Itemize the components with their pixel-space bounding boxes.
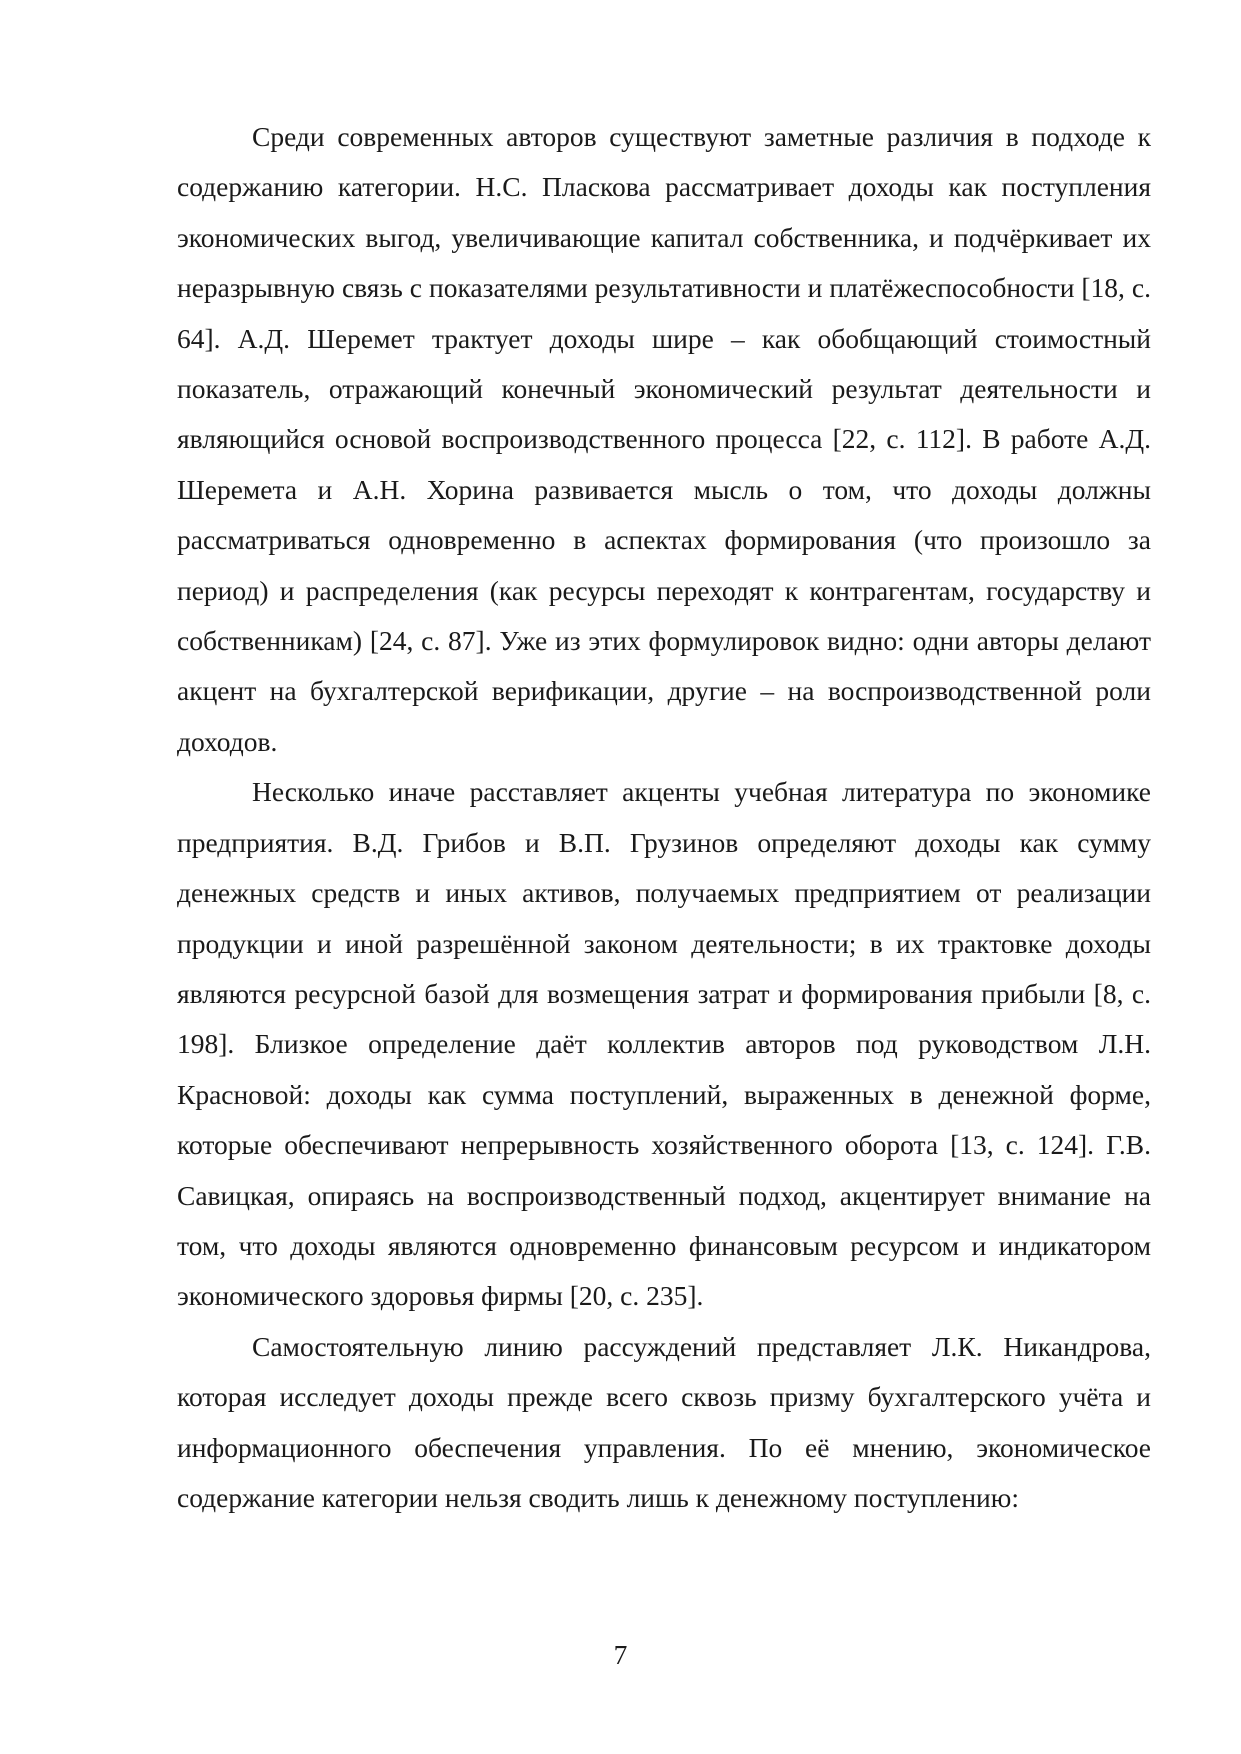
paragraph-1: Среди современных авторов существуют заметные различия в подходе к содержанию категории. Н.С. Пласкова рассматривает доходы как поступления экономических выгод, увеличивающие капитал собственника, и подчёркивает их неразрывную связь с показателями результативности и платёжеспособности [18, с. 64]. А.Д. Шеремет трактует доходы шире – как обобщающий стоимостный показатель, отражающий конечный экономический результат деятельности и являющийся основой воспроизводственного процесса [22, с. 112]. В работе А.Д. Шеремета и А.Н. Хорина развивается мысль о том, что доходы должны рассматриваться одновременно в аспектах формирования (что произошло за период) и распределения (как ресурсы переходят к контрагентам, государству и собственникам) [24, с. 87]. Уже из этих формулировок видно: одни авторы делают акцент на бухгалтерской верификации, другие – на воспроизводственной роли доходов. <box>177 121 1151 757</box>
paragraph-3: Самостоятельную линию рассуждений представляет Л.К. Никандрова, которая исследует доходы прежде всего сквозь призму бухгалтерского учёта и информационного обеспечения управления. По её мнению, экономическое содержание категории нельзя сводить лишь к денежному поступлению: <box>177 1330 1151 1513</box>
body-text <box>177 112 1151 1523</box>
page-number: 7 <box>613 1639 628 1670</box>
paragraph-2: Несколько иначе расставляет акценты учебная литература по экономике предприятия. В.Д. Грибов и В.П. Грузинов определяют доходы как сумму денежных средств и иных активов, получаемых предприятием от реализации продукции и иной разрешённой законом деятельности; в их трактовке доходы являются ресурсной базой для возмещения затрат и формирования прибыли [8, с. 198]. Близкое определение даёт коллектив авторов под руководством Л.Н. Красновой: доходы как сумма поступлений, выраженных в денежной форме, которые обеспечивают непрерывность хозяйственного оборота [13, с. 124]. Г.В. Савицкая, опираясь на воспроизводственный подход, акцентирует внимание на том, что доходы являются одновременно финансовым ресурсом и индикатором экономического здоровья фирмы [20, с. 235]. <box>177 776 1151 1312</box>
